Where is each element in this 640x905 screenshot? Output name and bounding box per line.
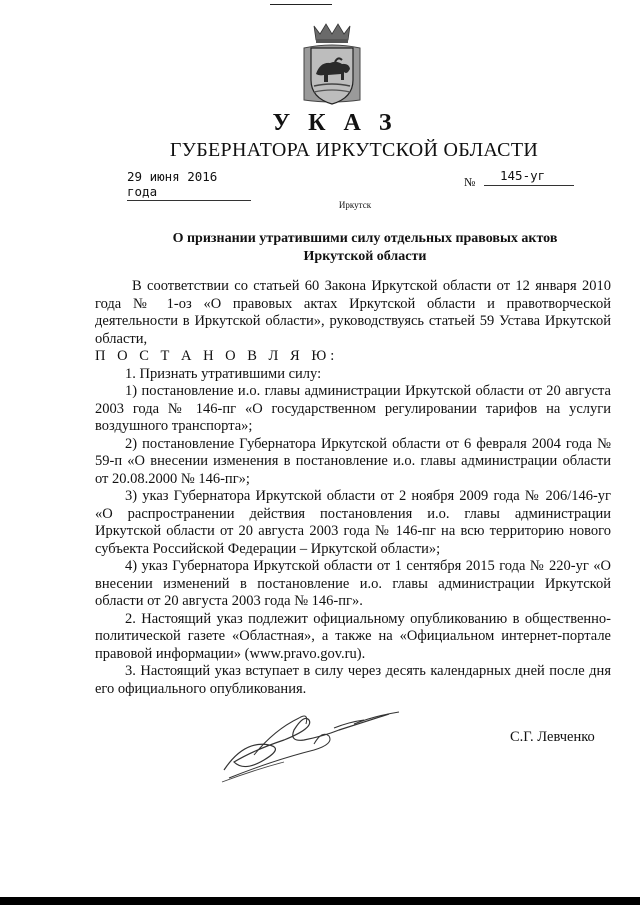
document-number: 145-уг (484, 168, 574, 186)
top-rule (270, 4, 332, 5)
sub-item-4: 4) указ Губернатора Иркутской области от 1 сентября 2015 года № 220-уг «О внесении изменений в постановление и.о. главы администрации Иркутской области от 20 августа 2003 года № 146-пг». (95, 558, 611, 609)
decree-word: П О С Т А Н О В Л Я Ю: (95, 348, 339, 364)
sub-item-2: 2) постановление Губернатора Иркутской области от 6 февраля 2004 года № 59-п «О внесении изменения в постановление и.о. главы администрации области от 20.08.2000 № 146-пг»; (95, 435, 611, 487)
title-line-1: О признании утратившими силу отдельных правовых актов (172, 231, 558, 246)
handwritten-signature (214, 700, 404, 790)
sub-item-3: 3) указ Губернатора Иркутской области от 2 ноября 2009 года № 206/146-уг «О распространении действия постановления и.о. главы администрации Иркутской области от 20 августа 2003 года № 146-пг на всю территорию нового субъекта Российской Федерации – Иркутской области»; (95, 488, 611, 557)
document-title (130, 230, 600, 266)
issuer-heading: ГУБЕРНАТОРА ИРКУТСКОЙ ОБЛАСТИ (169, 139, 539, 161)
title-line-2: Иркутской области (303, 249, 427, 264)
document-date: 29 июня 2016 года (127, 169, 251, 201)
item-3: 3. Настоящий указ вступает в силу через десять календарных дней после дня его официального опубликования. (95, 663, 611, 697)
city-label: Иркутск (338, 200, 372, 210)
preamble-paragraph: В соответствии со статьей 60 Закона Иркутской области от 12 января 2010 года № 1-оз «О правовых актах Иркутской области и правотворческой деятельности в Иркутской области», руководствуясь статьей 59 Устава Иркутской области, (95, 278, 611, 347)
coat-of-arms-emblem (302, 22, 362, 106)
sub-item-1: 1) постановление и.о. главы администрации Иркутской области от 20 августа 2003 года № 146-пг «О государственном регулировании тарифов на услуги воздушного транспорта»; (95, 383, 611, 434)
item-1: 1. Признать утратившими силу: (125, 365, 322, 382)
number-sign: № (464, 175, 476, 189)
document-type-heading: У К А З (272, 110, 398, 136)
document-body (95, 278, 611, 698)
signer-name: С.Г. Левченко (510, 729, 595, 745)
scan-bottom-edge (0, 897, 640, 905)
item-2: 2. Настоящий указ подлежит официальному опубликованию в общественно-политической газете «Областная», а также на «Официальном интернет-портале правовой информации» (www.pravo.gov.ru). (95, 610, 611, 662)
